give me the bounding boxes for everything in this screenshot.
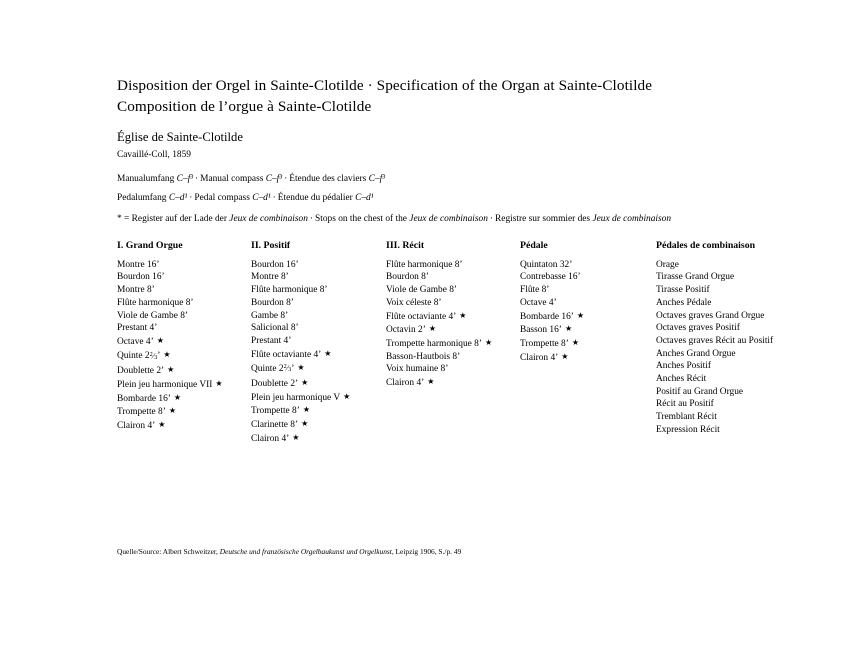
stop-entry	[386, 351, 526, 364]
stop-entry	[117, 271, 257, 284]
stop-entry	[656, 411, 846, 424]
stop-entry	[656, 322, 846, 335]
jeux-de-combinaison-star-icon: ★	[574, 310, 585, 320]
stop-entry	[656, 424, 846, 437]
stop-entry	[117, 335, 257, 349]
stop-entry	[386, 271, 526, 284]
jeux-de-combinaison-star-icon: ★	[295, 362, 305, 372]
stop-entry	[386, 259, 526, 272]
stop-name: Bourdon 8’	[251, 297, 294, 308]
stop-name: Bourdon 8’	[386, 272, 429, 283]
jeux-de-combinaison-star-icon: ★	[300, 405, 311, 415]
stop-name: Clairon 4’	[251, 433, 290, 444]
page-title	[117, 76, 817, 117]
stop-name: Octavin 2’	[386, 325, 426, 336]
pedal-compass-line	[117, 189, 817, 208]
stop-list	[386, 259, 526, 390]
jeux-de-combinaison-star-icon: ★	[322, 348, 332, 358]
stop-entry	[520, 337, 660, 351]
jeux-de-combinaison-star-icon: ★	[562, 324, 573, 334]
stop-name: Flûte octaviante 4’	[251, 349, 322, 360]
stop-name: Doublette 2’	[117, 366, 165, 377]
source-citation	[117, 546, 461, 557]
stop-entry	[656, 360, 846, 373]
manual-compass-line	[117, 170, 817, 189]
pedal-compass-en-label: Pedal compass	[194, 192, 250, 203]
separator-dot: ·	[309, 214, 314, 224]
stop-entry	[251, 377, 391, 391]
jeux-de-combinaison-star-icon: ★	[165, 365, 175, 375]
pedal-compass-fr-label: Étendue du pédalier	[277, 192, 353, 203]
stop-entry	[251, 259, 391, 272]
separator-dot: ·	[189, 192, 193, 203]
stop-name: Quintaton 32’	[520, 259, 573, 270]
stop-list	[117, 259, 257, 433]
stop-name: Clairon 4’	[520, 352, 559, 363]
manual-compass-en-value: C–f³	[265, 174, 283, 184]
jeux-de-combinaison-star-icon: ★	[290, 432, 300, 442]
stop-name: Quinte $2^2⁄3$’	[117, 351, 160, 361]
column-heading-recit: III. Récit	[386, 240, 425, 251]
separator-dot: ·	[272, 192, 276, 203]
stop-entry	[656, 310, 846, 323]
stop-name: Plein jeu harmonique VII	[117, 380, 213, 391]
pedal-compass-fr-value: C–d¹	[355, 192, 374, 203]
jeux-de-combinaison-star-icon: ★	[171, 392, 182, 402]
stop-entry	[117, 310, 257, 323]
stop-name: Tirasse Positif	[656, 285, 710, 296]
stop-column-pedales-de-combinaison	[656, 240, 846, 437]
stop-name: Viole de Gambe 8’	[117, 310, 189, 321]
stop-entry	[251, 322, 391, 335]
stop-entry	[117, 405, 257, 419]
stop-entry	[117, 322, 257, 335]
stop-name: Tremblant Récit	[656, 412, 717, 423]
jeux-de-combinaison-star-icon: ★	[559, 351, 569, 361]
stop-entry	[251, 391, 391, 405]
jeux-de-combinaison-star-icon: ★	[569, 337, 580, 347]
stop-name: Flûte 8’	[520, 285, 550, 296]
stop-name: Montre 8’	[251, 272, 289, 283]
jeux-de-combinaison-star-icon: ★	[341, 391, 351, 401]
pedal-compass-de-label: Pedalumfang	[117, 192, 167, 203]
jeux-de-combinaison-star-icon: ★	[166, 406, 177, 416]
title-line-1: Disposition der Orgel in Sainte-Clotilde · Specification of the Organ at Sainte-Clotilde	[117, 77, 653, 94]
separator-dot: ·	[489, 214, 494, 224]
stop-name: Viole de Gambe 8’	[386, 285, 458, 296]
stop-name: Expression Récit	[656, 424, 720, 435]
stop-entry	[520, 284, 660, 297]
jeux-de-combinaison-star-icon: ★	[483, 337, 493, 347]
stop-name: Flûte harmonique 8’	[117, 297, 194, 308]
stop-name: Octave 4’	[520, 297, 557, 308]
column-heading-pedales-de-combinaison: Pédales de combinaison	[656, 240, 756, 251]
stop-name: Bourdon 16’	[117, 272, 165, 283]
jeux-de-combinaison-star-icon: ★	[425, 377, 435, 387]
manual-compass-fr-value: C–f³	[368, 174, 385, 184]
stop-entry	[251, 418, 391, 432]
stop-entry	[117, 297, 257, 310]
jeux-de-combinaison-star-icon: ★	[457, 310, 467, 320]
stop-name: Flûte harmonique 8’	[251, 285, 328, 296]
separator-dot: ·	[194, 174, 199, 184]
stop-entry	[656, 271, 846, 284]
jeux-de-combinaison-star-icon: ★	[156, 420, 166, 430]
stop-column-grand-orgue	[117, 240, 257, 433]
organ-metadata	[117, 129, 817, 229]
church-name: Église de Sainte-Clotilde	[117, 130, 243, 144]
source-prefix: Quelle/Source: Albert Schweitzer,	[117, 547, 218, 556]
jeux-de-combinaison-star-icon: ★	[426, 324, 437, 334]
stop-entry	[251, 284, 391, 297]
stop-name: Prestant 4’	[251, 335, 292, 346]
stop-name: Positif au Grand Orgue	[656, 386, 744, 397]
stop-name: Trompette harmonique 8’	[386, 338, 482, 349]
stop-name: Doublette 2’	[251, 379, 299, 390]
column-heading-positif: II. Positif	[251, 240, 291, 251]
stop-name: Trompette 8’	[117, 407, 166, 418]
stop-entry	[117, 378, 257, 392]
stop-name: Quinte $2^2⁄3$’	[251, 364, 294, 374]
stop-entry	[520, 351, 660, 365]
manual-compass-en-label: Manual compass	[200, 174, 264, 184]
legend-fr-text: Registre sur sommier des	[495, 214, 591, 224]
stop-entry	[117, 364, 257, 378]
stop-name: Orage	[656, 259, 679, 270]
stop-name: Gambe 8’	[251, 310, 289, 321]
manual-compass-de-label: Manualumfang	[117, 174, 175, 184]
jeux-de-combinaison-star-icon: ★	[154, 335, 164, 345]
star-legend	[117, 210, 817, 229]
stop-entry	[251, 404, 391, 418]
stop-entry	[386, 376, 526, 390]
separator-dot: ·	[284, 174, 288, 184]
stop-entry	[520, 271, 660, 284]
stop-entry	[520, 323, 660, 337]
stop-name: Bombarde 16’	[117, 393, 171, 404]
stop-entry	[520, 310, 660, 324]
pedal-compass-de-value: C–d¹	[168, 192, 188, 203]
legend-de-text: Register auf der Lade der	[131, 214, 227, 224]
stop-entry	[656, 297, 846, 310]
stop-name: Octaves graves Grand Orgue	[656, 310, 765, 321]
legend-fr-italic: Jeux de combinaison	[592, 214, 672, 224]
legend-equals: =	[124, 214, 130, 224]
stop-entry	[117, 392, 257, 406]
organ-builder: Cavaillé-Coll, 1859	[117, 150, 191, 160]
stop-entry	[520, 297, 660, 310]
stop-column-positif	[251, 240, 391, 446]
stop-list	[656, 259, 846, 437]
stop-entry	[117, 284, 257, 297]
stop-name: Bombarde 16’	[520, 311, 574, 322]
stop-name: Octave 4’	[117, 336, 154, 347]
stop-name: Tirasse Grand Orgue	[656, 272, 735, 283]
stop-name: Flûte harmonique 8’	[386, 259, 463, 270]
stop-entry	[251, 310, 391, 323]
stop-name: Trompette 8’	[251, 406, 300, 417]
stop-name: Octaves graves Récit au Positif	[656, 335, 774, 346]
stop-entry	[251, 361, 391, 377]
stop-entry	[656, 335, 846, 348]
stop-name: Récit au Positif	[656, 399, 714, 410]
stop-name: Salicional 8’	[251, 323, 299, 334]
stop-column-pedale	[520, 240, 660, 364]
stop-name: Basson-Hautbois 8’	[386, 351, 461, 362]
stop-entry	[386, 363, 526, 376]
source-suffix: , Leipzig 1906, S./p. 49	[391, 547, 462, 556]
stop-entry	[520, 259, 660, 272]
stop-name: Trompette 8’	[520, 338, 569, 349]
title-line-2: Composition de l’orgue à Sainte-Clotilde	[117, 97, 372, 115]
legend-en-italic: Jeux de combinaison	[409, 214, 488, 224]
stop-name: Basson 16’	[520, 325, 562, 336]
manual-compass-de-value: C–f³	[176, 174, 193, 184]
stop-name: Anches Récit	[656, 374, 707, 385]
stop-name: Anches Positif	[656, 361, 711, 372]
stop-entry	[251, 432, 391, 446]
stop-entry	[656, 386, 846, 399]
stop-entry	[386, 297, 526, 310]
stop-name: Montre 16’	[117, 259, 160, 270]
stop-column-recit	[386, 240, 526, 390]
stop-name: Montre 8’	[117, 285, 155, 296]
stop-entry	[117, 349, 257, 365]
legend-de-italic: Jeux de combinaison	[229, 214, 308, 224]
stop-entry	[251, 348, 391, 362]
stop-entry	[656, 259, 846, 272]
stop-name: Clairon 4’	[117, 421, 156, 432]
stop-name: Anches Pédale	[656, 297, 712, 308]
stop-name: Anches Grand Orgue	[656, 348, 736, 359]
stop-entry	[386, 284, 526, 297]
stop-entry	[117, 259, 257, 272]
stop-entry	[656, 284, 846, 297]
stop-name: Clarinette 8’	[251, 420, 299, 431]
stop-entry	[656, 398, 846, 411]
stop-name: Clairon 4’	[386, 378, 425, 389]
stop-name: Plein jeu harmonique V	[251, 392, 341, 403]
stop-name: Octaves graves Positif	[656, 323, 740, 334]
manual-compass-fr-label: Étendue des claviers	[289, 174, 367, 184]
stop-list	[251, 259, 391, 446]
jeux-de-combinaison-star-icon: ★	[299, 419, 309, 429]
stop-entry	[386, 310, 526, 324]
stop-entry	[386, 323, 526, 337]
jeux-de-combinaison-star-icon: ★	[161, 350, 171, 360]
stop-fraction: $^2$⁄3	[149, 350, 158, 361]
stop-list	[520, 259, 660, 365]
jeux-de-combinaison-star-icon: ★	[213, 379, 223, 389]
stop-entry	[251, 271, 391, 284]
stop-entry	[386, 337, 526, 351]
stop-entry	[656, 373, 846, 386]
pedal-compass-en-value: C–d¹	[252, 192, 271, 203]
jeux-de-combinaison-star-icon: ★	[299, 378, 309, 388]
stop-name: Flûte octaviante 4’	[386, 311, 457, 322]
stop-name: Prestant 4’	[117, 323, 158, 334]
stop-name: Contrebasse 16’	[520, 272, 581, 283]
stop-name: Bourdon 16’	[251, 259, 299, 270]
stop-entry	[251, 297, 391, 310]
column-heading-pedale: Pédale	[520, 240, 548, 251]
stop-name: Voix céleste 8’	[386, 297, 442, 308]
stop-entry	[117, 419, 257, 433]
stop-name: Voix humaine 8’	[386, 364, 449, 375]
stop-entry	[656, 348, 846, 361]
stop-fraction: $^2$⁄3	[283, 363, 292, 374]
legend-marker: *	[117, 214, 122, 224]
stop-entry	[251, 335, 391, 348]
source-work-title: Deutsche und französische Orgelbaukunst und Orgelkunst	[219, 547, 392, 556]
legend-en-text: Stops on the chest of the	[315, 214, 407, 224]
column-heading-grand-orgue: I. Grand Orgue	[117, 240, 183, 251]
